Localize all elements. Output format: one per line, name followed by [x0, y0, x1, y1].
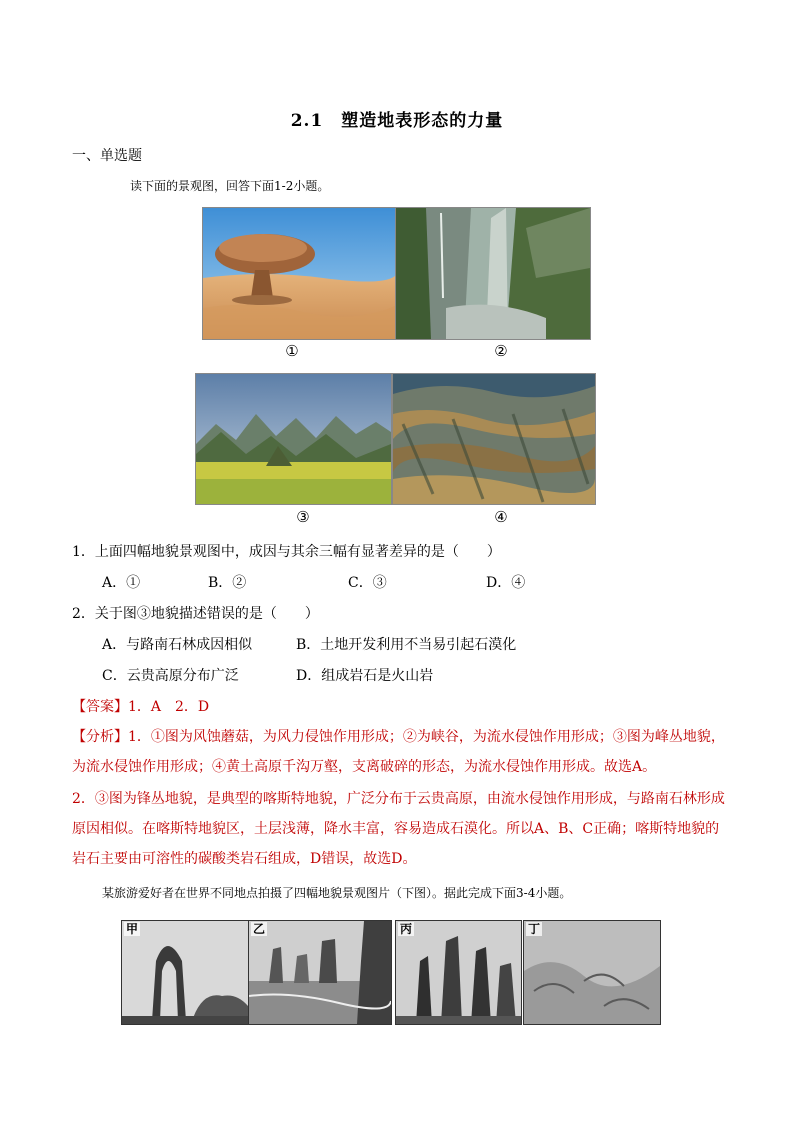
- analysis-paragraph-1: [72, 722, 732, 782]
- section-heading: 一、单选题: [72, 148, 142, 164]
- question-intro-3-4: 某旅游爱好者在世界不同地点拍摄了四幅地貌景观图片（下图）。据此完成下面3-4小题。: [102, 886, 572, 900]
- landscape-photo-ding-sand-dunes: [523, 920, 661, 1025]
- photo-4-caption: ④: [494, 508, 508, 526]
- question-1-option-d: D．④: [486, 575, 526, 591]
- landscape-photo-bing-stone-forest: [395, 920, 522, 1025]
- landscape-photo-yi-sea-stacks: [248, 920, 392, 1025]
- photo-label-yi: 乙: [253, 922, 266, 936]
- question-1-option-a: A．①: [102, 575, 141, 591]
- photo-1-caption: ①: [285, 342, 299, 360]
- page-title: 2.1 塑造地表形态的力量: [290, 111, 504, 131]
- question-1-option-c: C．③: [348, 575, 387, 591]
- question-intro-1-2: 读下面的景观图，回答下面1-2小题。: [130, 179, 330, 193]
- question-2-stem: 2．关于图③地貌描述错误的是（ ）: [72, 606, 319, 622]
- photo-3-caption: ③: [296, 508, 310, 526]
- photo-2-caption: ②: [494, 342, 508, 360]
- question-1-stem: 1．上面四幅地貌景观图中，成因与其余三幅有显著差异的是（ ）: [72, 544, 501, 560]
- landscape-photo-jia-arch: [121, 920, 249, 1025]
- question-2-option-a: A．与路南石林成因相似: [102, 637, 253, 653]
- answer-line: [72, 696, 209, 716]
- question-1-option-b: B．②: [208, 575, 247, 591]
- photo-label-jia: 甲: [126, 922, 139, 936]
- photo-label-bing: 丙: [400, 922, 413, 936]
- answer-text: 1．A 2．D: [128, 699, 210, 715]
- question-2-option-d: D．组成岩石是火山岩: [296, 668, 434, 684]
- question-2-option-b: B．土地开发利用不当易引起石漠化: [296, 637, 517, 653]
- landscape-photo-1-mushroom-rock: [202, 207, 396, 340]
- question-2-option-c: C．云贵高原分布广泛: [102, 668, 239, 684]
- analysis-paragraph-2: 2．③图为锋丛地貌，是典型的喀斯特地貌，广泛分布于云贵高原，由流水侵蚀作用形成，与路南石林形成原因相似。在喀斯特地貌区，土层浅薄，降水丰富，容易造成石漠化。所以A、B、C正确；喀斯特地貌的岩石主要由可溶性的碳酸类岩石组成，D错误，故选D。: [72, 791, 725, 867]
- landscape-photo-3-karst-peaks: [195, 373, 392, 505]
- analysis-label: 【分析】: [72, 729, 128, 745]
- answer-label: 【答案】: [72, 699, 128, 715]
- photo-label-ding: 丁: [528, 922, 541, 936]
- analysis-text-1: 1．①图为风蚀蘑菇，为风力侵蚀作用形成；②为峡谷，为流水侵蚀作用形成；③图为峰丛地貌，为流水侵蚀作用形成；④黄土高原千沟万壑，支离破碎的形态，为流水侵蚀作用形成。故选A。: [72, 729, 725, 775]
- landscape-photo-2-gorge: [395, 207, 591, 340]
- landscape-photo-4-loess-plateau: [392, 373, 596, 505]
